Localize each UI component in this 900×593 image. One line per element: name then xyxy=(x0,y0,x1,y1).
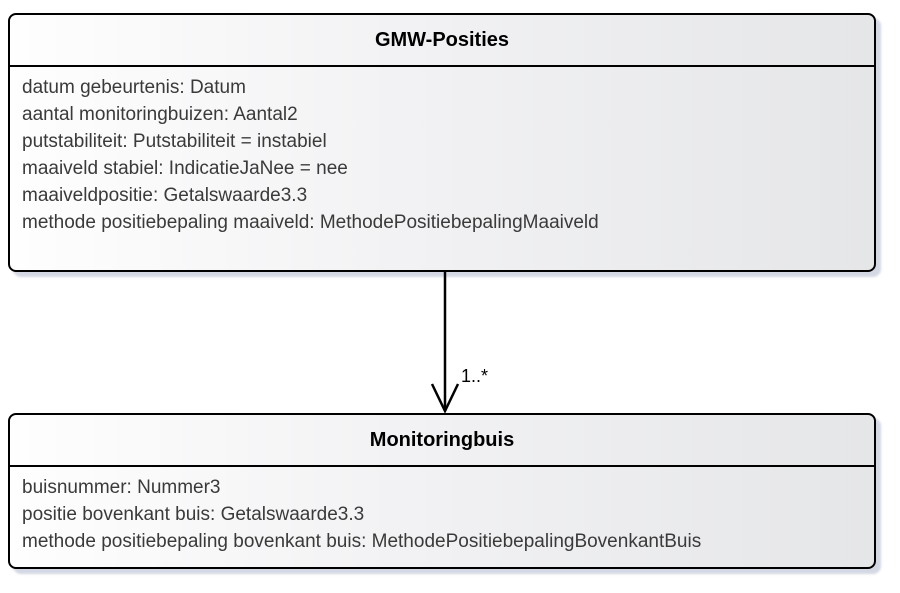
multiplicity-label: 1..* xyxy=(461,366,489,386)
attribute-line: putstabiliteit: Putstabiliteit = instabiel xyxy=(22,131,327,152)
attribute-line: methode positiebepaling bovenkant buis: MethodePositiebepalingBovenkantBuis xyxy=(22,531,702,552)
class-header-gmw-posities xyxy=(10,15,874,67)
attribute-line: buisnummer: Nummer3 xyxy=(22,477,221,498)
class-attributes-monitoringbuis xyxy=(10,467,874,555)
class-attributes-gmw-posities xyxy=(10,67,874,236)
class-header-monitoringbuis xyxy=(10,415,874,467)
attribute-line: aantal monitoringbuizen: Aantal2 xyxy=(22,104,298,125)
attribute-line: maaiveld stabiel: IndicatieJaNee = nee xyxy=(22,158,348,179)
class-gmw-posities[interactable] xyxy=(8,13,876,272)
attribute-line: maaiveldpositie: Getalswaarde3.3 xyxy=(22,185,308,206)
attribute-line: datum gebeurtenis: Datum xyxy=(22,77,246,98)
attribute-line: positie bovenkant buis: Getalswaarde3.3 xyxy=(22,504,365,525)
class-monitoringbuis[interactable] xyxy=(8,413,876,569)
class-title: Monitoringbuis xyxy=(369,428,515,451)
attribute-line: methode positiebepaling maaiveld: MethodePositiebepalingMaaiveld xyxy=(22,212,599,233)
class-title: GMW-Posities xyxy=(374,28,510,51)
